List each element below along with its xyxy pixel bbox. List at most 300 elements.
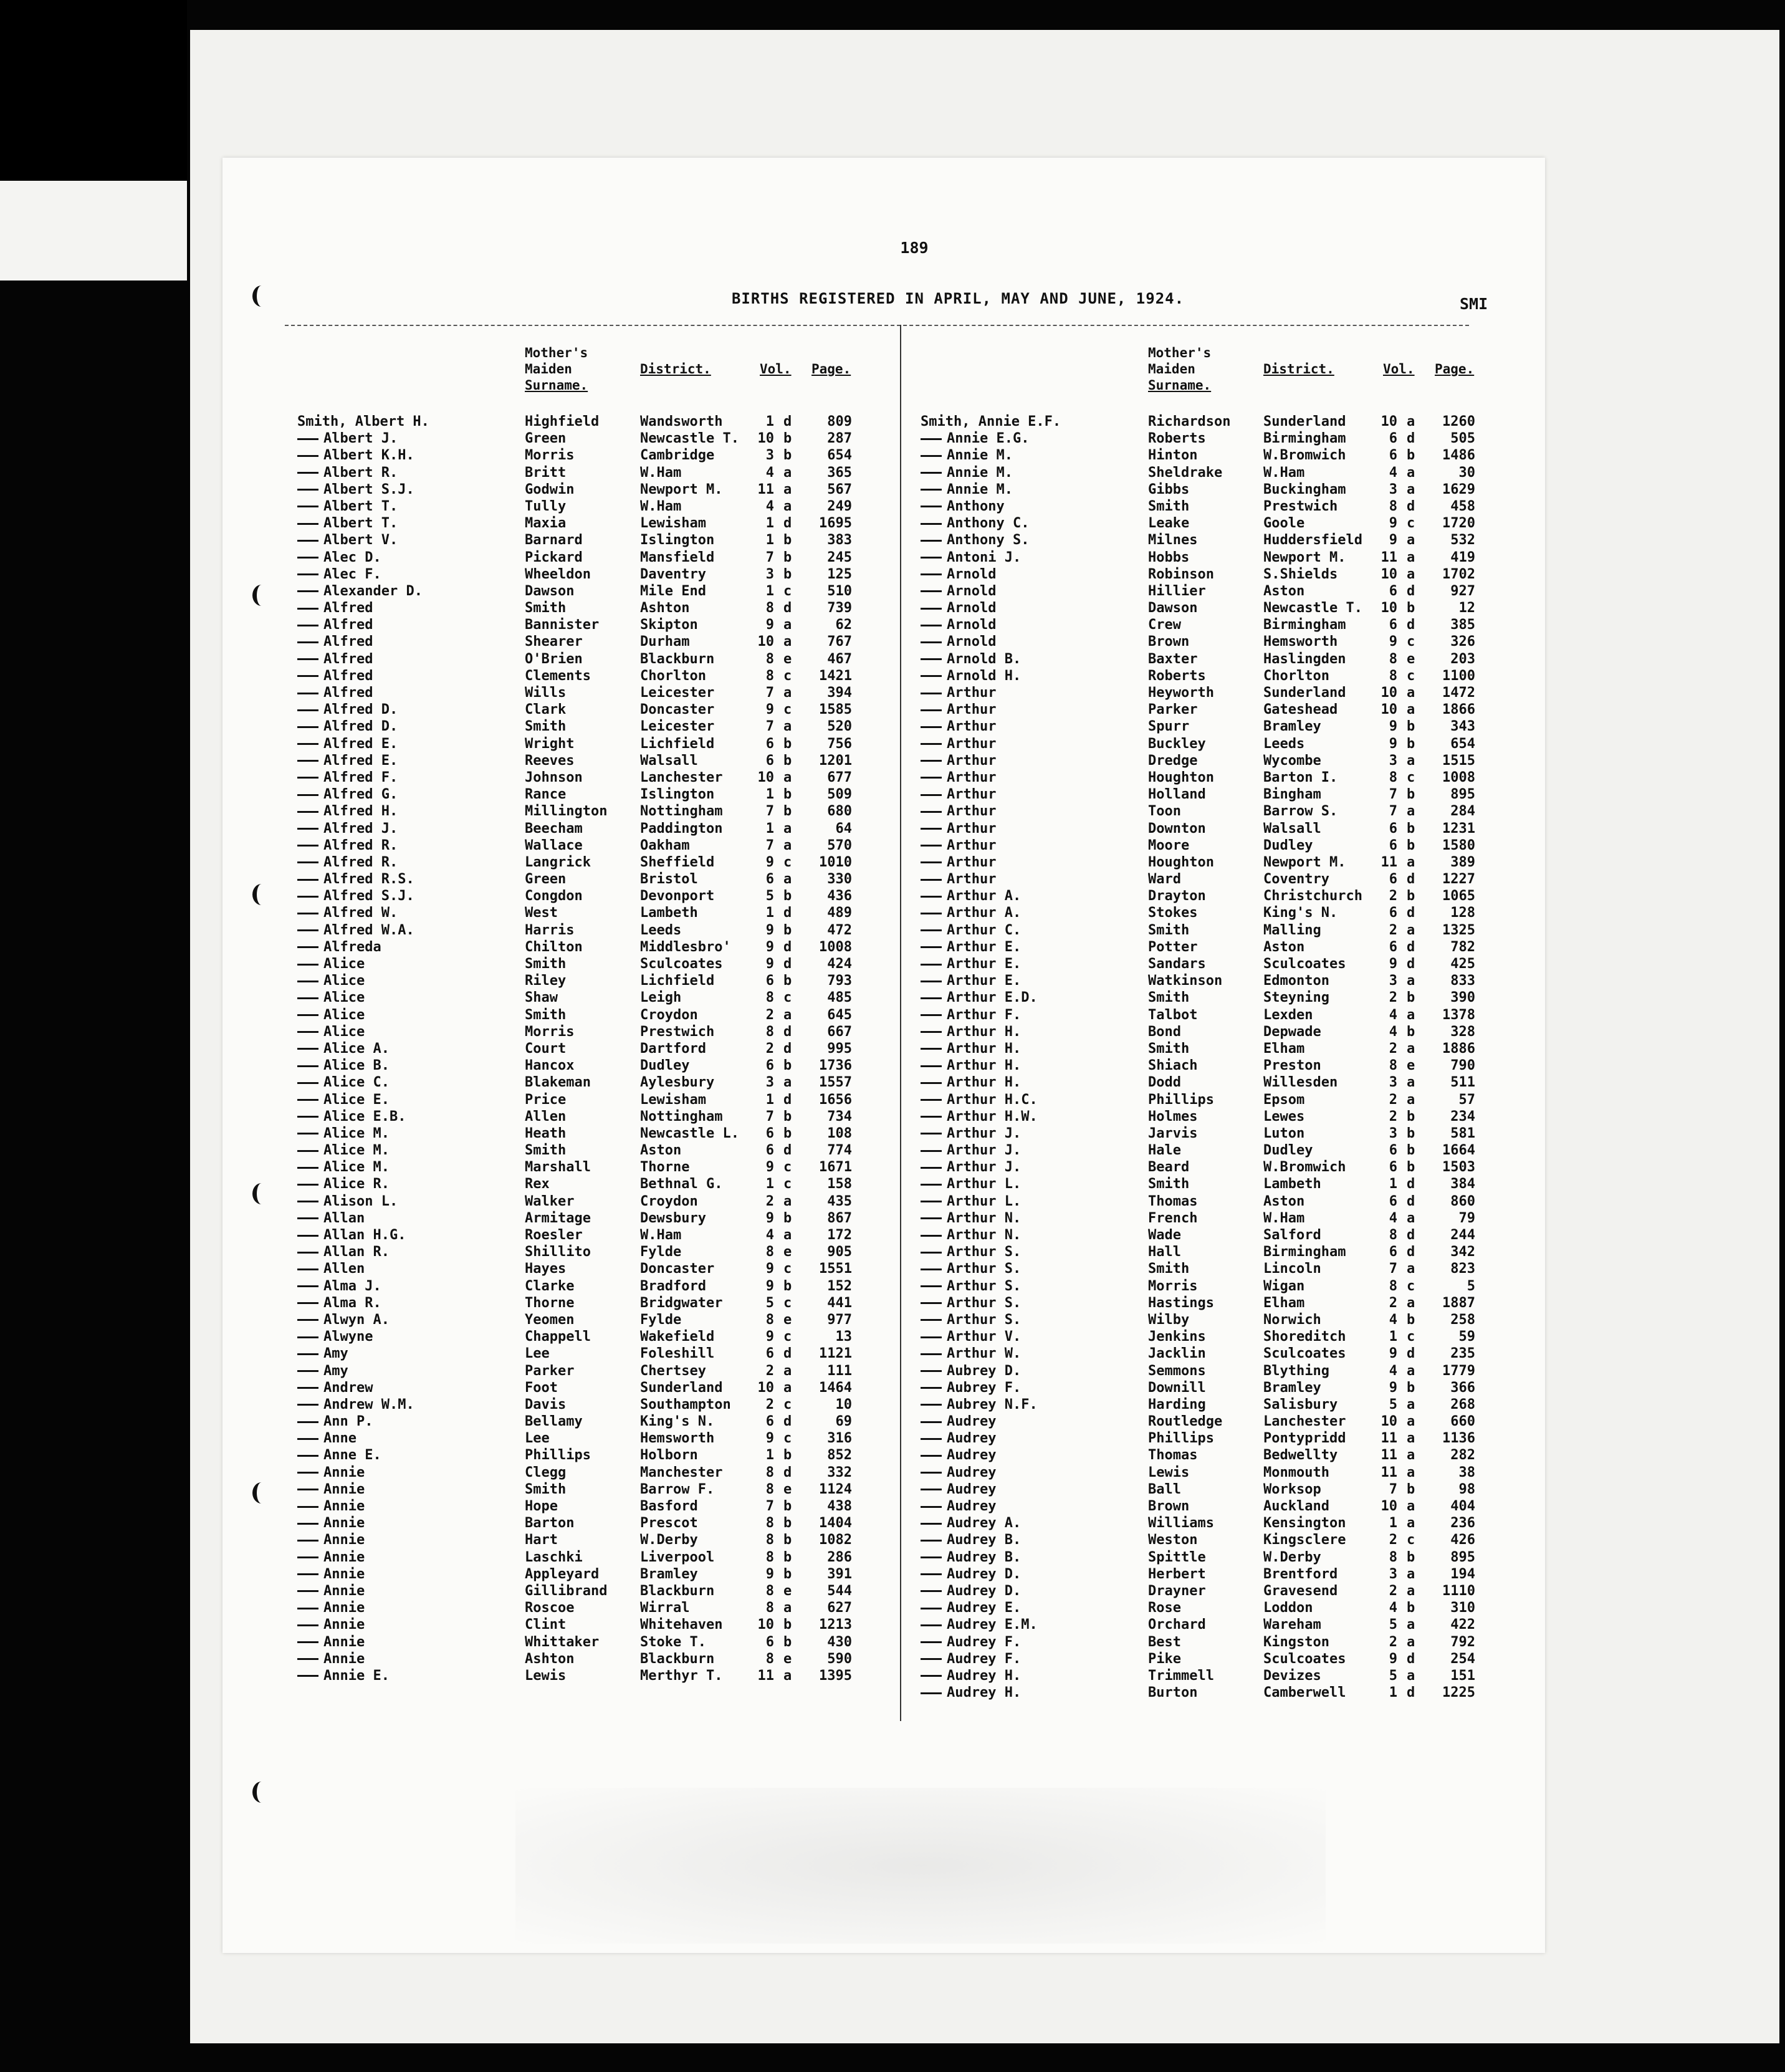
entry-volume: 1 — [765, 787, 774, 803]
entry-name: Arthur H. — [947, 1024, 1022, 1040]
entry-maiden-surname: Harding — [1148, 1396, 1206, 1413]
entry-page: 268 — [1450, 1396, 1475, 1413]
entry-maiden-surname: Lee — [525, 1431, 550, 1447]
entry-name-cell — [297, 1634, 365, 1651]
entry-district: Chorlton — [1263, 668, 1329, 684]
entry-page: 767 — [827, 634, 852, 650]
entry-district: Dudley — [1263, 1143, 1313, 1159]
entry-volume: 8 — [1389, 1227, 1397, 1243]
entry-volume: 2 — [1389, 1091, 1397, 1108]
index-entry — [921, 1040, 1519, 1057]
entry-page: 1124 — [819, 1481, 852, 1497]
index-entry — [297, 1278, 896, 1295]
entry-volume-letter: b — [783, 1210, 792, 1226]
entry-district: Doncaster — [640, 702, 715, 718]
index-entry — [297, 786, 896, 803]
entry-district: W.Ham — [640, 1227, 682, 1243]
index-entry — [921, 1634, 1519, 1651]
index-entry — [921, 837, 1519, 854]
entry-page: 328 — [1450, 1024, 1475, 1040]
entry-volume-letter: d — [1407, 617, 1415, 633]
ditto-dash — [297, 557, 318, 559]
entry-name-cell — [297, 1007, 365, 1024]
ditto-dash — [921, 1590, 942, 1592]
entry-page: 1260 — [1442, 414, 1475, 429]
entry-volume-letter: c — [783, 1396, 792, 1413]
entry-name-cell — [297, 1447, 381, 1464]
entry-volume: 2 — [1389, 1532, 1397, 1548]
entry-volume-letter: a — [1407, 549, 1415, 565]
entry-district: Dartford — [640, 1040, 706, 1057]
entry-page: 419 — [1450, 549, 1475, 565]
entry-volume-letter: d — [783, 516, 792, 532]
index-entry — [297, 1159, 896, 1176]
entry-district: Wirral — [640, 1600, 690, 1616]
index-entry — [921, 1159, 1519, 1176]
index-entry — [297, 1244, 896, 1260]
index-entry — [921, 684, 1519, 701]
entry-district: Bradford — [640, 1278, 706, 1294]
index-entry — [921, 1295, 1519, 1312]
entry-name-cell — [297, 1024, 365, 1040]
ditto-dash — [921, 743, 942, 745]
entry-district: Bramley — [640, 1566, 698, 1582]
entry-maiden-surname: Wade — [1148, 1227, 1181, 1243]
entry-name: Annie M. — [947, 464, 1013, 481]
entry-district: Newport M. — [1263, 854, 1346, 870]
entry-volume-letter: a — [1407, 1414, 1415, 1430]
entry-name-cell — [297, 939, 381, 956]
entry-page: 236 — [1450, 1515, 1475, 1532]
entry-name: Audrey D. — [947, 1566, 1022, 1582]
entry-maiden-surname: Hart — [525, 1532, 558, 1548]
entry-name-cell — [297, 1108, 406, 1125]
index-entry — [297, 532, 896, 549]
entry-volume: 6 — [1389, 1244, 1397, 1260]
entry-district: Fylde — [640, 1312, 682, 1328]
ditto-dash — [921, 981, 942, 982]
entry-district: Islington — [640, 532, 715, 549]
entry-district: Lanchester — [640, 769, 723, 785]
entry-district: S.Shields — [1263, 566, 1338, 582]
entry-volume: 11 — [1381, 1464, 1397, 1480]
entry-name-cell — [921, 481, 1013, 498]
entry-district: Depwade — [1263, 1024, 1321, 1040]
entry-page: 680 — [827, 803, 852, 820]
entry-page: 151 — [1450, 1667, 1475, 1684]
entry-page: 152 — [827, 1278, 852, 1294]
entry-maiden-surname: Houghton — [1148, 769, 1214, 785]
entry-volume-letter: a — [783, 1075, 792, 1091]
entry-volume: 10 — [1381, 414, 1397, 429]
entry-name-cell — [921, 515, 1029, 532]
entry-name-cell — [297, 1583, 365, 1600]
ditto-dash — [921, 964, 942, 966]
entry-volume: 3 — [1389, 1566, 1397, 1582]
entry-district: Bramley — [1263, 719, 1321, 735]
ditto-dash — [921, 1624, 942, 1626]
index-entry — [297, 1057, 896, 1074]
entry-name-cell — [297, 515, 398, 532]
ditto-dash — [297, 1540, 318, 1542]
entry-name-cell — [921, 1057, 1021, 1074]
entry-name-cell — [297, 956, 365, 972]
entry-volume: 6 — [1389, 871, 1397, 888]
entry-page: 5 — [1467, 1278, 1475, 1294]
entry-name: Arthur — [947, 685, 997, 701]
entry-name: Alfred — [323, 668, 373, 684]
entry-page: 108 — [827, 1125, 852, 1141]
ditto-dash — [921, 997, 942, 999]
entry-maiden-surname: Barnard — [525, 532, 583, 549]
ditto-dash — [297, 641, 318, 643]
index-entry — [921, 1142, 1519, 1159]
entry-name-cell — [921, 447, 1013, 464]
ditto-dash — [297, 1472, 318, 1474]
entry-district: Ashton — [640, 600, 690, 616]
entry-district: Cambridge — [640, 448, 715, 464]
entry-volume: 9 — [765, 1329, 774, 1345]
ditto-dash — [921, 608, 942, 610]
index-entry — [297, 464, 896, 481]
entry-volume: 8 — [1389, 668, 1397, 684]
ditto-dash — [921, 1048, 942, 1050]
entry-district: Southampton — [640, 1396, 731, 1413]
ditto-dash — [297, 929, 318, 931]
entry-maiden-surname: Holland — [1148, 787, 1206, 803]
entry-name: Arthur — [947, 803, 997, 820]
entry-maiden-surname: Toon — [1148, 803, 1181, 820]
entry-maiden-surname: Dawson — [1148, 600, 1198, 616]
entry-district: Wigan — [1263, 1278, 1305, 1294]
entry-district: Birmingham — [1263, 431, 1346, 447]
entry-volume: 3 — [765, 448, 774, 464]
entry-name-cell — [921, 1600, 1021, 1616]
entry-name: Alfred — [323, 634, 373, 650]
ditto-dash — [921, 896, 942, 898]
entry-page: 1008 — [819, 939, 852, 955]
entry-name: Annie M. — [947, 448, 1013, 464]
entry-page: 284 — [1450, 803, 1475, 820]
entry-volume: 6 — [765, 1634, 774, 1650]
entry-district: Sunderland — [640, 1379, 723, 1396]
entry-maiden-surname: Richardson — [1148, 414, 1231, 429]
entry-name-cell — [297, 1667, 390, 1684]
index-entry — [921, 447, 1519, 464]
entry-volume-letter: c — [783, 1159, 792, 1176]
ditto-dash — [921, 1540, 942, 1542]
entry-maiden-surname: Price — [525, 1091, 567, 1108]
entry-volume-letter: a — [783, 617, 792, 633]
entry-volume-letter: c — [1407, 769, 1415, 785]
entry-district: Devizes — [1263, 1667, 1321, 1684]
entry-name: Alfred G. — [323, 787, 398, 803]
entry-name: Alwyn A. — [323, 1312, 390, 1328]
index-entry — [297, 1396, 896, 1413]
entry-name: Aubrey F. — [947, 1379, 1022, 1396]
entry-maiden-surname: Gibbs — [1148, 481, 1190, 497]
index-entry — [297, 1447, 896, 1464]
index-entry — [921, 752, 1519, 769]
entry-name: Audrey F. — [947, 1651, 1022, 1667]
entry-maiden-surname: Crew — [1148, 617, 1181, 633]
entry-name: Alfred W.A. — [323, 922, 414, 938]
entry-name: Annie — [323, 1600, 365, 1616]
entry-district: Shoreditch — [1263, 1329, 1346, 1345]
entry-district: Dudley — [1263, 837, 1313, 853]
entry-volume: 10 — [1381, 1414, 1397, 1430]
entry-district: Paddington — [640, 820, 723, 837]
entry-maiden-surname: Smith — [1148, 1261, 1190, 1277]
entry-volume-letter: b — [783, 888, 792, 904]
entry-maiden-surname: Rose — [1148, 1600, 1181, 1616]
entry-page: 245 — [827, 549, 852, 565]
entry-name-cell — [297, 668, 373, 684]
entry-maiden-surname: Moore — [1148, 837, 1190, 853]
entry-volume-letter: c — [1407, 668, 1415, 684]
entry-page: 667 — [827, 1024, 852, 1040]
entry-maiden-surname: Clegg — [525, 1464, 567, 1480]
entry-volume: 1 — [1389, 1329, 1397, 1345]
entry-name: Aubrey D. — [947, 1363, 1022, 1379]
index-entry — [297, 972, 896, 989]
entry-volume: 9 — [1389, 719, 1397, 735]
index-entry — [921, 1651, 1519, 1667]
entry-name: Annie — [323, 1515, 365, 1532]
entry-volume: 9 — [765, 1261, 774, 1277]
entry-page: 1551 — [819, 1261, 852, 1277]
entry-volume: 7 — [765, 1108, 774, 1125]
index-entry — [921, 549, 1519, 566]
binder-hole-mark — [252, 285, 270, 307]
entry-volume-letter: e — [1407, 651, 1415, 667]
index-entry — [921, 1091, 1519, 1108]
entry-maiden-surname: Hobbs — [1148, 549, 1190, 565]
entry-volume-letter: a — [783, 719, 792, 735]
index-entry — [297, 1193, 896, 1210]
entry-volume-letter: a — [1407, 1447, 1415, 1464]
ditto-dash — [297, 1235, 318, 1237]
index-entry — [297, 1379, 896, 1396]
entry-district: Doncaster — [640, 1261, 715, 1277]
entry-volume-letter: a — [1407, 973, 1415, 989]
entry-name: Alice — [323, 956, 365, 972]
entry-name: Alec F. — [323, 566, 381, 582]
entry-volume-letter: b — [1407, 1024, 1415, 1040]
entry-volume: 7 — [765, 549, 774, 565]
ditto-dash — [921, 1252, 942, 1254]
entry-maiden-surname: Hall — [1148, 1244, 1181, 1260]
entry-district: Bingham — [1263, 787, 1321, 803]
page-number: 189 — [900, 239, 929, 257]
entry-name: Audrey H. — [947, 1685, 1022, 1701]
ditto-dash — [297, 1217, 318, 1219]
district-header: District. — [640, 362, 711, 377]
entry-maiden-surname: Bannister — [525, 617, 600, 633]
entry-page: 895 — [1450, 1549, 1475, 1565]
index-entry — [921, 1583, 1519, 1600]
entry-volume: 2 — [1389, 1108, 1397, 1125]
entry-name: Alfred R. — [323, 854, 398, 870]
entry-volume-letter: a — [783, 837, 792, 853]
entry-page: 977 — [827, 1312, 852, 1328]
entry-page: 1110 — [1442, 1583, 1475, 1599]
ditto-dash — [297, 1675, 318, 1677]
entry-name-cell — [297, 1651, 365, 1667]
entry-name: Arthur — [947, 871, 997, 888]
entry-maiden-surname: Shiach — [1148, 1058, 1198, 1074]
ditto-dash — [921, 913, 942, 914]
index-entry — [921, 1244, 1519, 1260]
index-entry — [921, 1328, 1519, 1345]
entry-name-cell — [297, 1040, 390, 1057]
index-entry — [921, 1193, 1519, 1210]
ditto-dash — [921, 760, 942, 762]
entry-volume: 7 — [765, 803, 774, 820]
entry-page: 111 — [827, 1363, 852, 1379]
entry-volume: 1 — [765, 820, 774, 837]
entry-maiden-surname: Morris — [1148, 1278, 1198, 1294]
entry-maiden-surname: Phillips — [1148, 1091, 1214, 1108]
entry-page: 441 — [827, 1295, 852, 1311]
entry-district: Leeds — [1263, 736, 1305, 752]
entry-volume: 2 — [1389, 1295, 1397, 1311]
entry-maiden-surname: Maxia — [525, 516, 567, 532]
entry-maiden-surname: Barton — [525, 1515, 575, 1532]
entry-name-cell — [297, 1379, 373, 1396]
entry-name-cell — [297, 922, 414, 939]
entry-name-cell — [921, 871, 996, 888]
entry-maiden-surname: Dodd — [1148, 1075, 1181, 1091]
entry-name: Audrey — [947, 1414, 997, 1430]
entry-maiden-surname: Tully — [525, 498, 567, 514]
entry-maiden-surname: Yeomen — [525, 1312, 575, 1328]
entry-page: 62 — [835, 617, 852, 633]
entry-maiden-surname: Shaw — [525, 990, 558, 1006]
entry-volume: 1 — [765, 583, 774, 599]
entry-volume: 6 — [765, 871, 774, 888]
index-entry — [921, 803, 1519, 820]
entry-volume-letter: a — [1407, 1210, 1415, 1226]
index-entry — [297, 1549, 896, 1566]
entry-name-cell — [921, 1396, 1038, 1413]
ditto-dash — [921, 726, 942, 728]
entry-volume-letter: d — [1407, 1685, 1415, 1701]
entry-name-cell — [297, 701, 398, 718]
entry-volume: 3 — [765, 1075, 774, 1091]
entry-volume: 2 — [765, 1040, 774, 1057]
entry-volume-letter: b — [783, 1566, 792, 1582]
entry-page: 425 — [1450, 956, 1475, 972]
entry-maiden-surname: Jarvis — [1148, 1125, 1198, 1141]
entry-maiden-surname: Rance — [525, 787, 567, 803]
entry-name: Allen — [323, 1261, 365, 1277]
entry-volume: 8 — [765, 1515, 774, 1532]
entry-district: Epsom — [1263, 1091, 1305, 1108]
entry-volume: 2 — [765, 1007, 774, 1023]
entry-name: Arthur H.W. — [947, 1108, 1038, 1125]
entry-district: Mansfield — [640, 549, 715, 565]
index-entry — [921, 1566, 1519, 1583]
index-entry — [921, 871, 1519, 888]
entry-name-cell — [297, 786, 398, 803]
entry-maiden-surname: Chappell — [525, 1329, 591, 1345]
entry-page: 1231 — [1442, 820, 1475, 837]
entry-maiden-surname: Harris — [525, 922, 575, 938]
entry-district: Bethnal G. — [640, 1176, 723, 1192]
entry-page: 172 — [827, 1227, 852, 1243]
entry-name-cell — [297, 904, 398, 921]
ditto-dash — [921, 929, 942, 931]
index-entry — [297, 701, 896, 718]
entry-volume-letter: a — [1407, 1583, 1415, 1599]
entry-maiden-surname: Routledge — [1148, 1414, 1223, 1430]
register-sheet — [223, 158, 1545, 1953]
entry-district: Elham — [1263, 1040, 1305, 1057]
entry-name: Anne E. — [323, 1447, 381, 1464]
left-column — [297, 345, 896, 1684]
entry-name: Alfred R.S. — [323, 871, 414, 888]
entry-volume-letter: c — [1407, 634, 1415, 650]
entry-name: Alfred W. — [323, 905, 398, 921]
entry-page: 385 — [1450, 617, 1475, 633]
ditto-dash — [921, 1065, 942, 1067]
entry-district: Leicester — [640, 685, 715, 701]
entry-maiden-surname: Jacklin — [1148, 1346, 1206, 1362]
entry-volume-letter: c — [783, 1431, 792, 1447]
index-entry — [297, 515, 896, 532]
entry-page: 1779 — [1442, 1363, 1475, 1379]
entry-page: 1664 — [1442, 1143, 1475, 1159]
entry-volume: 6 — [765, 752, 774, 769]
entry-volume: 9 — [765, 617, 774, 633]
entry-district: Middlesbro' — [640, 939, 731, 955]
entry-volume: 6 — [765, 1125, 774, 1141]
entry-volume: 4 — [1389, 1210, 1397, 1226]
ditto-dash — [297, 1014, 318, 1016]
entry-name-cell — [921, 1481, 996, 1498]
ditto-dash — [921, 1692, 942, 1694]
entry-volume-letter: b — [1407, 787, 1415, 803]
entry-name: Alice — [323, 1024, 365, 1040]
entry-page: 436 — [827, 888, 852, 904]
index-entry — [297, 684, 896, 701]
ditto-dash — [921, 1184, 942, 1186]
index-entry — [921, 1125, 1519, 1142]
entry-volume-letter: b — [783, 1058, 792, 1074]
entry-maiden-surname: Davis — [525, 1396, 567, 1413]
entry-volume-letter: a — [1407, 702, 1415, 718]
entry-volume: 2 — [765, 1396, 774, 1413]
ditto-dash — [921, 675, 942, 677]
ditto-dash — [297, 1556, 318, 1558]
entry-maiden-surname: Trimmell — [1148, 1667, 1214, 1684]
entry-name-cell — [921, 1684, 1021, 1701]
ditto-dash — [921, 658, 942, 660]
entry-name-cell — [921, 1074, 1021, 1091]
entry-page: 1695 — [819, 516, 852, 532]
entry-district: Skipton — [640, 617, 698, 633]
index-entry — [921, 583, 1519, 600]
entry-maiden-surname: Whittaker — [525, 1634, 600, 1650]
index-entry — [297, 904, 896, 921]
index-entry — [921, 1345, 1519, 1362]
entry-district: Steyning — [1263, 990, 1329, 1006]
entry-name: Alfred — [323, 617, 373, 633]
entry-volume: 11 — [757, 481, 774, 497]
entry-volume: 4 — [1389, 1024, 1397, 1040]
entry-name-cell — [921, 1430, 996, 1447]
